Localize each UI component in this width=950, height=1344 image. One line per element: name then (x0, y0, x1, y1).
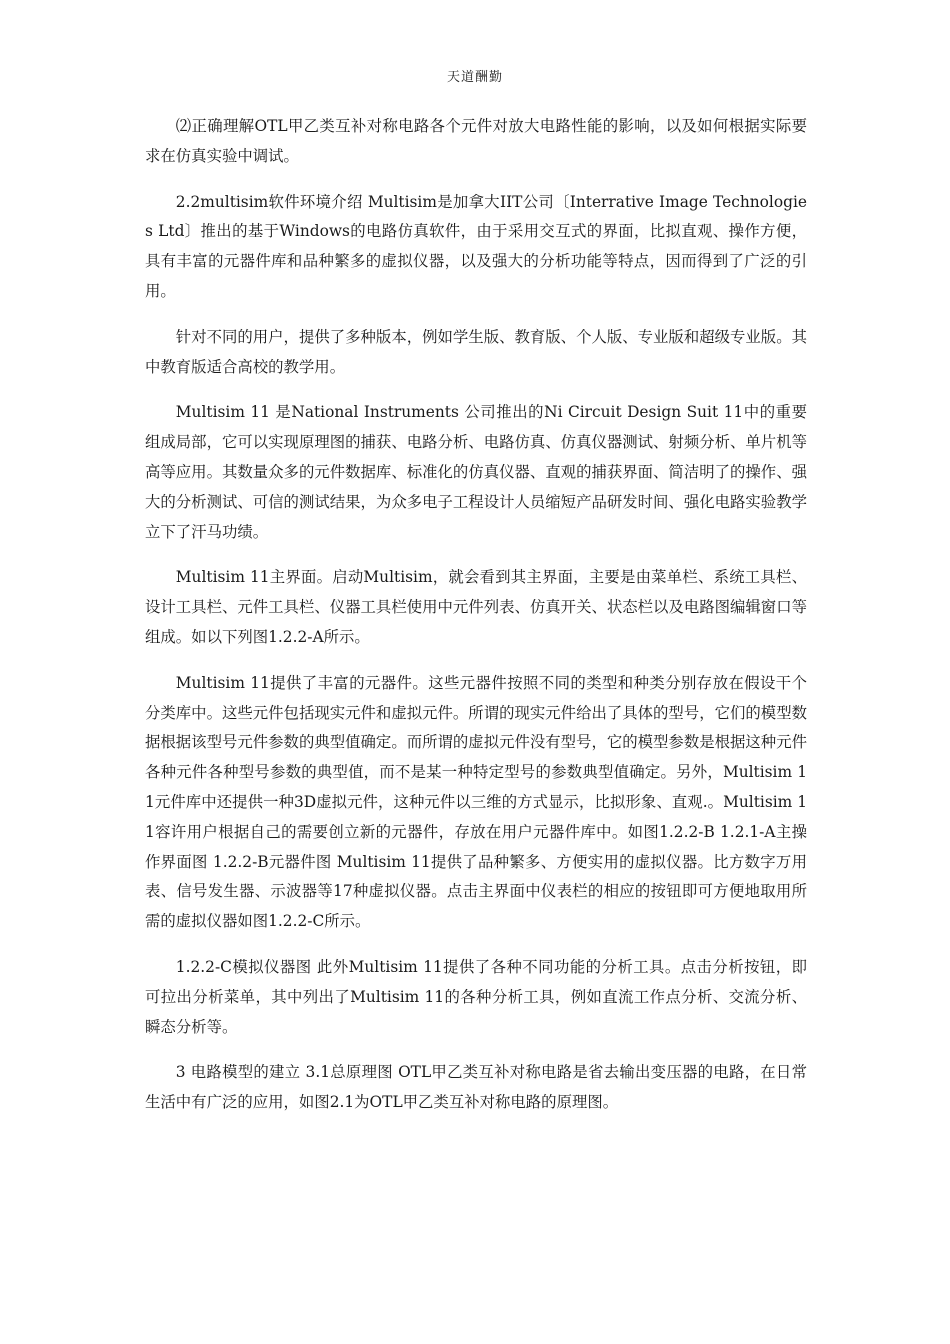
body-text (145, 112, 807, 1134)
paragraph: 3 电路模型的建立 3.1总原理图 OTL甲乙类互补对称电路是省去输出变压器的电路，在日常生活中有广泛的应用，如图2.1为OTL甲乙类互补对称电路的原理图。 (145, 1063, 807, 1112)
paragraph: 2.2multisim软件环境介绍 Multisim是加拿大IIT公司〔Interrative Image Technologies Ltd〕推出的基于Windows的电路仿真软件，由于采用交互式的界面，比拟直观、操作方便，具有丰富的元器件库和品种繁多的虚拟仪器，以及强大的分析功能等特点，因而得到了广泛的引用。 (145, 192, 807, 300)
paragraph: 1.2.2-C模拟仪器图 此外Multisim 11提供了各种不同功能的分析工具。点击分析按钮，即可拉出分析菜单，其中列出了Multisim 11的各种分析工具，例如直流工作点分析、交流分析、瞬态分析等。 (145, 957, 807, 1036)
paragraph: Multisim 11提供了丰富的元器件。这些元器件按照不同的类型和种类分别存放在假设干个分类库中。这些元件包括现实元件和虚拟元件。所谓的现实元件给出了具体的型号，它们的模型数据根据该型号元件参数的典型值确定。而所谓的虚拟元件没有型号，它的模型参数是根据这种元件各种元件各种型号参数的典型值，而不是某一种特定型号的参数典型值确定。另外，Multisim 11元件库中还提供一种3D虚拟元件，这种元件以三维的方式显示，比拟形象、直观.。Multisim 11容许用户根据自己的需要创立新的元器件，存放在用户元器件库中。如图1.2.2-B 1.2.1-A主操作界面图 1.2.2-B元器件图 Multisim 11提供了品种繁多、方便实用的虚拟仪器。比方数字万用表、信号发生器、示波器等17种虚拟仪器。点击主界面中仪表栏的相应的按钮即可方便地取用所需的虚拟仪器如图1.2.2-C所示。 (145, 673, 807, 931)
page-header: 天道酬勤 (446, 70, 503, 85)
paragraph: 针对不同的用户，提供了多种版本，例如学生版、教育版、个人版、专业版和超级专业版。其中教育版适合高校的教学用。 (145, 327, 807, 376)
paragraph: Multisim 11 是National Instruments 公司推出的Ni Circuit Design Suit 11中的重要组成局部，它可以实现原理图的捕获、电路分析、电路仿真、仿真仪器测试、射频分析、单片机等高等应用。其数量众多的元件数据库、标准化的仿真仪器、直观的捕获界面、简洁明了的操作、强大的分析测试、可信的测试结果，为众多电子工程设计人员缩短产品研发时间、强化电路实验教学立下了汗马功绩。 (145, 403, 807, 541)
paragraph: Multisim 11主界面。启动Multisim，就会看到其主界面，主要是由菜单栏、系统工具栏、设计工具栏、元件工具栏、仪器工具栏使用中元件列表、仿真开关、状态栏以及电路图编辑窗口等组成。如以下列图1.2.2-A所示。 (145, 568, 807, 646)
paragraph: ⑵正确理解OTL甲乙类互补对称电路各个元件对放大电路性能的影响，以及如何根据实际要求在仿真实验中调试。 (145, 117, 807, 165)
